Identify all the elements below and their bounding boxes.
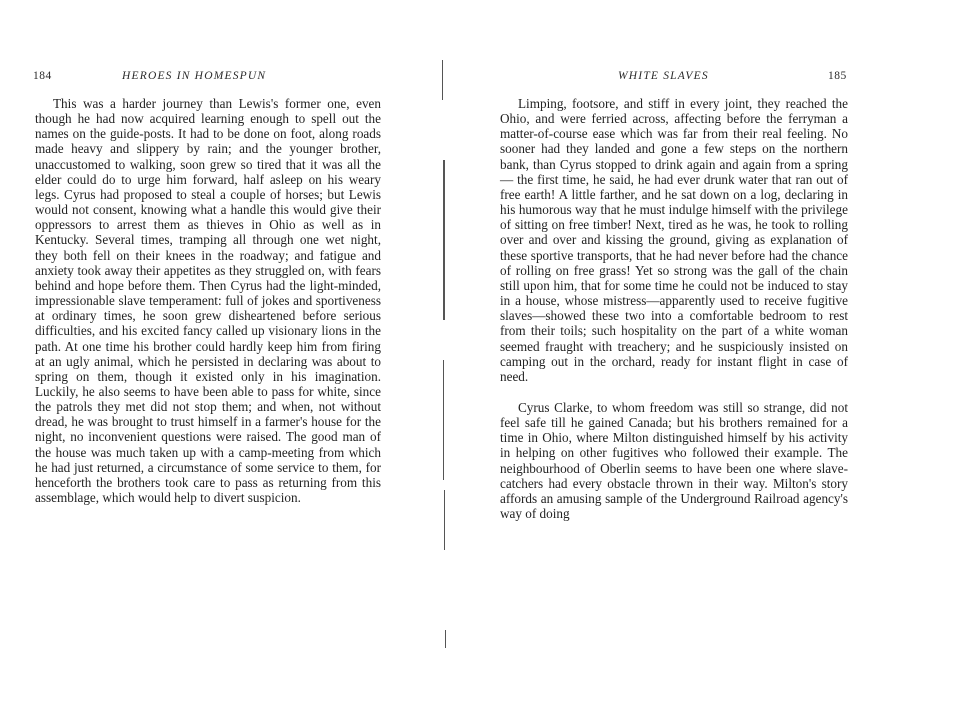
running-head-right: WHITE SLAVES <box>618 70 709 82</box>
running-head-left: HEROES IN HOMESPUN <box>122 70 267 82</box>
paragraph: Cyrus Clarke, to whom freedom was still so strange, did not feel safe till he gained Canada; but his brothers remained for a time in Ohio, where Milton distinguished himself by his activity in helping on other fugitives who followed their example. The neighbourhood of Oberlin seems to have been one where slave-catchers had every obstacle thrown in their way. Milton's story affords an amusing sample of the Underground Railroad agency's way of doing <box>500 399 848 522</box>
page-number-right: 185 <box>828 70 847 82</box>
left-page <box>0 0 440 702</box>
page-number-left: 184 <box>33 70 52 82</box>
left-page-body <box>35 96 381 505</box>
right-page <box>450 0 980 702</box>
right-page-body <box>500 96 848 521</box>
book-gutter <box>440 60 450 660</box>
paragraph: This was a harder journey than Lewis's former one, even though he had now acquired learning enough to spell out the names on the guide-posts. It had to be done on foot, along roads made heavy and slippery by rain; and the younger brother, unaccustomed to walking, soon grew so tired that it was all the elder could do to urge him forward, half asleep on his weary legs. Cyrus had proposed to steal a couple of horses; but Lewis would not consent, knowing what a handle this would give their oppressors to arrest them as thieves in Ohio as well as in Kentucky. Several times, tramping all through one wet night, they both fell on their knees in the roadway; and fatigue and anxiety took away their appetites as they struggled on, with fears behind and hope before them. Then Cyrus had the light-minded, impressionable slave temperament: full of jokes and sportiveness at ordinary times, he soon grew disheartened before serious difficulties, and his excited fancy called up visionary lions in the path. At one time his brother could hardly keep him from firing at an ugly animal, which he persisted in declaring was about to spring on them, though it existed only in his imagination. Luckily, he also seems to have been able to pass for white, since the patrols they met did not stop them; and when, not without dread, he was brought to trust himself in a farmer's house for the night, no inconvenient questions were raised. The good man of the house was much taken up with a camp-meeting from which he had just returned, a circumstance of some service to them, for henceforth the brothers took care to pass as returning from this assemblage, which would help to divert suspicion. <box>35 96 381 506</box>
paragraph: Limping, footsore, and stiff in every joint, they reached the Ohio, and were ferried across, affecting before the ferryman a matter-of-course ease which was far from their real feeling. No sooner had they landed and gone a few steps on the northern bank, than Cyrus stopped to drink again and again from a spring — the first time, he said, he had ever drunk water that ran out of free earth! A little farther, and he sat down on a log, declaring in his humorous way that he must indulge himself with the privilege of sitting on free timber! Next, tired as he was, he took to rolling over and over and kissing the ground, giving as explanation of these sportive transports, that he had never before had the chance of rolling on free grass! Yet so strong was the gall of the chain still upon him, that for some time he could not be induced to stay in a house, whose mistress—apparently used to receive fugitive slaves—showed these two into a comfortable bedroom to rest from their toils; such hospitality on the part of a white woman seemed fraught with treachery; and he suspiciously insisted on camping out in the orchard, ready for instant flight in case of need. <box>500 96 848 384</box>
